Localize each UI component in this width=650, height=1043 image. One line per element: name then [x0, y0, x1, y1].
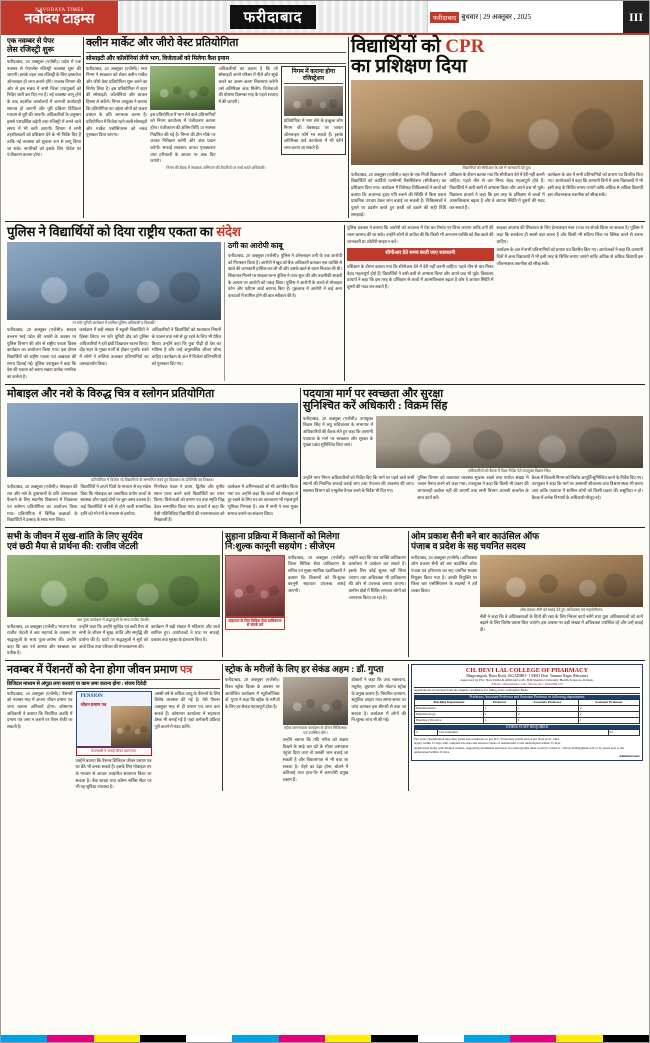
police-photo	[7, 242, 221, 320]
pension-poster-line2: जीवन प्रमाण पत्र	[80, 701, 107, 707]
jaitley-photo	[7, 555, 220, 617]
ad-th-2: Associate Professor	[516, 699, 578, 705]
story-saini	[409, 531, 645, 657]
ad-r1-c3: 2	[578, 705, 639, 711]
police-body-3: अधिकारियों ने विद्यार्थियों को यातायात नियमों के पालन तथा नशे से दूर रहने के लिए भी प्रेरित किया। उन्होंने कहा कि युवा पीढ़ी ही देश का भविष्य है और उन्हें अनुशासित जीवन जीना चाहिए। कार्यक्रम के अंत में विजेता प्रतिभागियों को पुरस्कार दिए गए।	[151, 327, 221, 366]
pension-headline-1: नवम्बर में पेंशनरों को देना होगा जीवन प्रमाण	[7, 663, 178, 676]
story-pension	[5, 664, 223, 791]
clean-market-box-head: निगम में कराना होगा रजिस्ट्रेशन	[284, 69, 343, 85]
jaitley-headline-2: एवं छठी मैया से प्रार्थना की: राजीव जेटली	[7, 541, 139, 552]
padyatra-photo	[376, 416, 643, 468]
padyatra-body-3: पुलिस विभाग को यातायात व्यवस्था सुचारू रखने तथा पर्याप्त संख्या में जवान तैनात करने को कहा गया। उपायुक्त ने कहा कि किसी भी प्रकार की लापरवाही बर्दाश्त नहीं की जाएगी तथा सभी विभाग आपसी तालमेल के साथ कार्य करें।	[417, 474, 529, 500]
padyatra-headline	[303, 388, 643, 413]
ad-o-num: 1.	[415, 729, 438, 735]
jaitley-body-2: उन्होंने कहा कि उन्होंने सूर्यदेव एवं छठी मैया से सभी के जीवन में सुख, शांति और समृद्धि की प्रार्थना की है। घाटों पर श्रद्धालुओं ने सूर्य को अर्घ्य दिया तथा परिवार की मंगलकामना की।	[79, 623, 148, 649]
ad-footer-1: Pay scale, Qualification and other terms and conditions as per PCI / University norms and as per State Govt. rules.	[414, 736, 560, 741]
stroke-body-2: उन्होंने बताया कि यदि मरीज को लक्षण दिखने के साढ़े चार घंटे के भीतर अस्पताल पहुंचा दिया जाए तो उसकी जान बचाई जा सकती है और विकलांगता से भी बचा जा सकता है। चेहरे का टेढ़ा होना, बोलने में कठिनाई तथा हाथ-पैर में कमजोरी प्रमुख लक्षण हैं।	[282, 737, 349, 783]
padyatra-headline-1: पदयात्रा मार्ग पर स्वच्छता और सुरक्षा	[303, 387, 444, 400]
ad-r2-c0: Pharmacology	[415, 711, 484, 717]
stroke-caption: स्ट्रोक जागरूकता कार्यक्रम के दौरान चिकित्सक एवं उपस्थित लोग।	[284, 726, 347, 736]
thagi-body: फरीदाबाद, 28 अक्तूबर (एजेंसी)। पुलिस ने ऑनलाइन ठगी के एक आरोपी को गिरफ्तार किया है। आरोपी ने खुद को बैंक अधिकारी बताकर एक व्यक्ति से खाते की जानकारी हासिल कर ली थी और उसके खाते से रकम निकाल ली थी। शिकायत मिलने पर साइबर थाना पुलिस ने जांच शुरू की और तकनीकी साक्ष्यों के आधार पर आरोपी को पकड़ लिया। पुलिस ने आरोपी के कब्जे से मोबाइल फोन और एटीएम कार्ड बरामद किए हैं। पूछताछ में आरोपी ने कई अन्य वारदातों में शामिल होने की बात स्वीकार की है।	[228, 252, 342, 298]
ad-r3-c1: 1	[483, 717, 516, 723]
slogan-photo	[7, 403, 298, 477]
sipr-callout-box: सीपीआर देते समय बरती जाए सावधानी	[347, 248, 494, 261]
cpr-right-body-4: कार्यक्रम के अंत में सभी प्रतिभागियों को प्रमाण पत्र वितरित किए गए। आयोजकों ने कहा कि आगामी दिनों में अन्य विद्यालयों में भी इसी तरह के शिविर लगाए जाएंगे ताकि अधिक से अधिक विद्यार्थी इस जीवनरक्षक तकनीक को सीख सकें।	[496, 247, 643, 266]
ad-o-count: 02	[608, 729, 640, 735]
ad-other-table	[414, 729, 640, 736]
pension-body-3: अस्सी वर्ष से अधिक आयु के पेंशनरों के लिए विशेष व्यवस्था की गई है। ऐसे पेंशनर अक्तूबर माह से ही प्रमाण पत्र जमा करा सकते हैं। कोषागार कार्यालय में सहायता डेस्क भी बनाई गई है जहां कर्मचारी प्रक्रिया पूरी कराने में मदद करेंगे।	[154, 690, 220, 729]
ad-r2-c1: 1	[483, 711, 516, 717]
ad-email: Email: cdlinstitutes.com • Phone No.: 8222966123	[491, 681, 563, 686]
jaitley-headline-1: सभी के जीवन में सुख-शांति के लिए सूर्यदेव	[7, 531, 143, 541]
clean-market-body-1: फरीदाबाद, 28 अक्तूबर (एजेंसी)। नगर निगम ने स्वच्छता को लेकर क्लीन मार्केट और जीरो वेस्ट प्रतियोगिता शुरू करने का निर्णय लिया है। इस प्रतियोगिता में शहर की सोसाइटी, कॉलोनियां और बाजार हिस्सा ले सकेंगे। निगम आयुक्त ने बताया कि प्रतियोगिता का उद्देश्य लोगों को कचरा प्रबंधन के प्रति जागरूक करना है। प्रतियोगिता में विजेता रहने वाली सोसाइटी और मार्केट एसोसिएशन को नकद पुरस्कार दिया जाएगा।	[86, 65, 148, 138]
thagi-headline: ठगी का आरोपी काबू	[228, 241, 283, 251]
police-caption: रन फॉर यूनिटी कार्यक्रम में शामिल पुलिस अधिकारी व विद्यार्थी।	[72, 321, 156, 326]
pension-headline	[7, 664, 220, 677]
edition-tag: फरीदाबाद	[430, 12, 459, 23]
ad-th-1: Professor	[483, 699, 516, 705]
clean-market-headline: क्लीन मार्केट और जीरो वेस्ट प्रतियोगिता	[86, 37, 239, 49]
ad-post-title: Professor, Associate Professor and Assistant Professor in following departments	[414, 695, 640, 699]
suhana-photo	[225, 555, 285, 617]
cpr-headline-cpr: CPR	[445, 36, 485, 57]
ad-th-0: Teaching Department	[415, 699, 484, 705]
police-body-2: कार्यक्रम में बड़ी संख्या में स्कूली विद्यार्थियों ने हिस्सा लिया। रन फॉर यूनिटी दौड़ को पुलिस अधिकारियों ने हरी झंडी दिखाकर रवाना किया। दौड़ शहर के मुख्य मार्गों से होकर गुजरी। रास्ते में लोगों ने तालियां बजाकर प्रतिभागियों का उत्साहवर्धन किया।	[79, 327, 149, 366]
newspaper-logo[interactable]	[1, 1, 119, 33]
ad-th-3: Assistant Professor	[578, 699, 639, 705]
advertisement	[409, 664, 645, 791]
ad-r1-c2: 1	[516, 705, 578, 711]
police-body-1: फरीदाबाद, 28 अक्तूबर (एजेंसी)। सरदार वल्लभ भाई पटेल की जयंती के अवसर पर पुलिस विभाग की ओर से राष्ट्रीय एकता दिवस कार्यक्रम का आयोजन किया गया। इस दौरान विद्यार्थियों को राष्ट्रीय एकता एवं अखंडता की शपथ दिलाई गई। पुलिस उपायुक्त ने कहा कि देश की एकता को बनाए रखना प्रत्येक नागरिक का कर्तव्य है।	[7, 327, 77, 379]
slogan-body-2: विद्यार्थियों ने अपने चित्रों के माध्यम से यह संदेश दिया कि मोबाइल का अत्यधिक प्रयोग बच्चों के स्वास्थ्य और पढ़ाई दोनों पर बुरा असर डालता है। कई विद्यार्थियों ने नशे से होने वाली सामाजिक हानि को भी रंगों के माध्यम से दर्शाया।	[80, 484, 151, 516]
pension-poster	[76, 691, 152, 747]
saini-photo	[480, 555, 643, 607]
column-left-top	[5, 37, 83, 218]
suhana-headline-1: सुहाना प्रक्रिया में किसानों को मिलेगा	[225, 531, 340, 541]
ad-r3-c3: 1	[578, 717, 639, 723]
clean-market-box-body: प्रतियोगिता में भाग लेने के इच्छुक लोग निगम की वेबसाइट पर जाकर ऑनलाइन फॉर्म भर सकते हैं। इसके अतिरिक्त वार्ड कार्यालय में भी फॉर्म जमा कराए जा सकते हैं।	[283, 118, 343, 151]
saini-body-1: फरीदाबाद, 28 अक्तूबर (एजेंसी)। अधिवक्ता ओम प्रकाश सैनी को बार काउंसिल ऑफ पंजाब एवं हरियाणा का सह चयनित सदस्य नियुक्त किया गया है। उनकी नियुक्ति पर जिला बार एसोसिएशन के सदस्यों ने हर्ष व्यक्त किया।	[411, 554, 477, 593]
clean-market-photo	[150, 66, 215, 110]
ad-vacancy-table	[414, 699, 640, 724]
date-text: बुधवार | 29 अक्तूबर , 2025	[461, 12, 532, 21]
padyatra-body-1: फरीदाबाद, 28 अक्तूबर (एजेंसी)। उपायुक्त विक्रम सिंह ने लघु सचिवालय के सभागार में अधिकारियों की बैठक लेते हुए कहा कि आगामी पदयात्रा के मार्ग पर स्वच्छता और सुरक्षा के पुख्ता प्रबंध सुनिश्चित किए जाएं।	[303, 415, 373, 448]
clean-market-body-2: इस प्रतियोगिता में भाग लेने वाले प्रतिभागियों को निगम कार्यालय में पंजीकरण कराना होगा। पंजीकरण की अंतिम तिथि 10 नवम्बर निर्धारित की गई है। निगम की टीम मौके पर जाकर निरीक्षण करेगी और अंक प्रदान करेगी। सफाई व्यवस्था, कचरा पृथक्करण तथा हरियाली के आधार पर अंक दिए जाएंगे।	[150, 111, 216, 164]
slogan-caption: प्रतियोगिता में विजेता रहे विद्यार्थियों को सम्मानित करते हुए विद्यालय के प्रतिनिधि एवं शिक्षक।	[91, 478, 214, 483]
suhana-headline	[225, 531, 406, 552]
ad-r3-c0: Pharmacy Practice	[415, 717, 484, 723]
clean-market-caption: निगम की बैठक में स्वच्छता अभियान की तैयारियों पर चर्चा करते अधिकारी।	[166, 165, 266, 170]
pension-body-1: फरीदाबाद, 28 अक्तूबर (एजेंसी)। पेंशनरों को नवम्बर माह में अपना जीवन प्रमाण पत्र जमा कराना अनिवार्य होगा। कोषागार अधिकारी ने बताया कि निर्धारित अवधि में प्रमाण पत्र जमा न कराने पर पेंशन रोकी जा सकती है।	[7, 690, 73, 729]
color-registration-bar	[1, 1035, 649, 1042]
saini-headline	[411, 531, 643, 552]
masthead-date-area	[427, 1, 623, 33]
clean-market-box	[281, 66, 346, 155]
saini-caption: ओम प्रकाश सैनी को बधाई देते हुए अधिवक्ता एवं सहयोगीगण।	[519, 607, 604, 612]
jaitley-headline	[7, 531, 220, 552]
cpr-headline-part2: का प्रशिक्षण दिया	[351, 55, 467, 77]
masthead	[1, 1, 649, 35]
clean-market-subhead: सोसाइटी और कॉलोनियां लेंगी भाग, विजेताओं को मिलेगा कैश इनाम	[86, 55, 230, 62]
ad-r1-c1: 1	[483, 705, 516, 711]
ad-r1-c0: Pharmaceutics	[415, 705, 484, 711]
ad-approval: Approved by PCI, New Delhi & Affiliated to Pt. B.D.Sharma University Health Sciences, Rohtak.	[460, 677, 594, 682]
pension-poster-caption: पेंशनधारी ने जमाई जीवन प्रमाणपत्र	[76, 747, 152, 756]
padyatra-caption: अधिकारियों को बैठक में दिशा-निर्देश देते उपायुक्त विक्रम सिंह।	[467, 468, 552, 473]
suhana-photo-badge: सहायता के लिए विधिक सेवा प्राधिकरण से संपर्क करें	[225, 617, 285, 630]
left-top-body: फरीदाबाद, 28 अक्तूबर (एजेंसी)। प्रदेश में एक नवम्बर से पेपरलेस रजिस्ट्री व्यवस्था शुरू की जाएगी। इसके तहत अब रजिस्ट्री के लिए दस्तावेज ऑनलाइन ही जमा कराने होंगे। राजस्व विभाग की ओर से इस संबंध में सभी जिला उपायुक्तों को निर्देश जारी कर दिए गए हैं। नई व्यवस्था लागू होने के बाद तहसील कार्यालयों में कागजी कार्यवाही समाप्त हो जाएगी और पूरी प्रक्रिया डिजिटल माध्यम से पूरी की जाएगी। अधिकारियों के अनुसार इससे पारदर्शिता बढ़ेगी तथा रजिस्ट्री में लगने वाले समय में भी कमी आएगी। विभाग ने सभी तहसीलदारों को प्रशिक्षण देने के भी निर्देश दिए हैं ताकि नई व्यवस्था को सुचारू रूप से लागू किया जा सके। नागरिकों को इसके लिए पोर्टल पर पंजीकरण कराना होगा।	[7, 58, 81, 158]
stroke-photo	[283, 677, 349, 725]
cpr-headline-part1: विद्यार्थियों को	[351, 36, 441, 57]
ad-r3-c2: 1	[516, 717, 578, 723]
ad-footer-3: Application along with detailed resume, supporting documents and latest two photographs must reach by e-mail at : cdlcop.2020@gmail.com or by speed post to the undersigned within 15 days.	[414, 745, 625, 754]
stroke-headline: स्ट्रोक के मरीजों के लिए हर सेकंड अहम : डॉ. गुप्ता	[225, 663, 384, 674]
ad-college-name: CH. DEVI LAL COLLEGE OF PHARMACY	[465, 666, 589, 674]
story-cpr	[349, 37, 645, 218]
masthead-strip	[119, 1, 427, 33]
ad-signature: Administrator	[619, 754, 640, 759]
jaitley-caption: छठ पूजा कार्यक्रम में श्रद्धालुओं के साथ राजीव जेटली।	[77, 617, 150, 622]
logo-english-name: NAVODAYA TIMES	[35, 7, 84, 13]
pension-subhead: डिजिटल माध्यम से अंगूठा लगा करवाएं या काम जमा कराना होगा : संजय दिवेदी	[7, 681, 147, 687]
table-row	[415, 717, 640, 723]
story-police-right	[345, 225, 645, 380]
cpr-body-3: कार्यक्रम के अंत में सभी प्रतिभागियों को प्रमाण पत्र वितरित किए गए। आयोजकों ने कहा कि आगामी दिनों में अन्य विद्यालयों में भी इसी तरह के शिविर लगाए जाएंगे ताकि अधिक से अधिक विद्यार्थी इस जीवनरक्षक तकनीक को सीख सकें।	[547, 171, 643, 197]
logo-hindi-name: नवोदय टाइम्स	[24, 11, 95, 27]
saini-headline-1: ओम प्रकाश सैनी बने बार काउंसिल ऑफ	[411, 531, 540, 541]
cpr-photo	[351, 80, 643, 165]
cpr-right-body-3: साइबर अपराध की शिकायत के लिए हेल्पलाइन नंबर 1930 पर संपर्क किया जा सकता है। पुलिस ने कहा कि सतर्कता ही सबसे बड़ा बचाव है और किसी भी संदिग्ध लिंक पर क्लिक करने से बचना चाहिए।	[496, 225, 643, 244]
story-stroke	[223, 664, 409, 791]
ad-note: Applications are invited from the eligible candidates for filling posts on Regular Basis.	[414, 687, 640, 694]
story-padyatra	[301, 388, 645, 525]
table-row	[415, 729, 640, 735]
cpr-right-body-extra: प्रशिक्षण के दौरान बताया गया कि सीपीआर देने में देरी नहीं करनी चाहिए। पहले तीन से चार मिनट बेहद महत्वपूर्ण होते हैं। विद्यार्थियों ने बारी-बारी से अभ्यास किया और अपने प्रश्न भी पूछे। विद्यालय प्राचार्य ने कहा कि इस तरह के प्रशिक्षण से बच्चों में आत्मविश्वास बढ़ता है और वे आपात स्थिति में दूसरों की मदद कर सकते हैं।	[347, 263, 494, 289]
jaitley-body-1: फरीदाबाद, 28 अक्तूबर (एजेंसी)। भाजपा नेता राजीव जेटली ने छठ महापर्व के अवसर पर श्रद्धालुओं के साथ पूजा-अर्चना की। उन्होंने कहा कि छठ पर्व आस्था और स्वच्छता का प्रतीक है।	[7, 623, 76, 656]
slogan-headline: मोबाइल और नशे के विरुद्ध चित्र व स्लोगन प्रतियोगिता	[7, 387, 215, 400]
ad-other-head: OTHER STAFF REQUIRED	[414, 725, 640, 729]
police-headline-part1: पुलिस ने विद्यार्थियों को दिया राष्ट्रीय एकता का	[7, 224, 214, 240]
city-name: फरीदाबाद	[230, 5, 317, 29]
saini-body-2: सैनी ने कहा कि वे अधिवक्ताओं के हितों की रक्षा के लिए निरंतर कार्य करेंगे तथा युवा अधिवक्ताओं को आगे बढ़ाने के लिए विशेष प्रयास किए जाएंगे। इस अवसर पर बड़ी संख्या में अधिवक्ता उपस्थित रहे और उन्हें बधाई दी।	[480, 613, 643, 632]
ad-r2-c3: 2	[578, 711, 639, 717]
ad-footer-2: Apply within 15 days with complete bio-data and attested copies of testimonials to the undersigned within 15 days.	[414, 741, 561, 746]
cpr-caption: विद्यार्थियों को सीपीआर के बारे में जानकारी देते हुए।	[462, 165, 532, 170]
cpr-body-1: फरीदाबाद, 28 अक्तूबर (एजेंसी)। शहर के एक निजी विद्यालय में विद्यार्थियों को कार्डियो पल्मोनरी रिससिटेशन (सीपीआर) का प्रशिक्षण दिया गया। कार्यक्रम में विशेषज्ञ चिकित्सकों ने छात्रों को बताया कि अचानक हृदय गति रुकने की स्थिति में किस प्रकार प्राथमिक उपचार देकर जान बचाई जा सकती है। चिकित्सकों ने पुतले पर प्रदर्शन करते हुए छाती को दबाने की सही विधि समझाई।	[351, 171, 447, 217]
left-top-headline: लेस रजिस्ट्री शुरू	[7, 45, 81, 57]
padyatra-body-2: उन्होंने नगर निगम अधिकारियों को निर्देश दिए कि मार्ग पर पड़ने वाले सभी स्थानों की नियमित सफाई कराई जाए तथा पेयजल की व्यवस्था की जाए। स्वास्थ्य विभाग को एम्बुलेंस तैनात करने के निर्देश भी दिए गए।	[303, 474, 415, 494]
story-police	[5, 225, 345, 380]
suhana-body-2: उन्होंने कहा कि पात्र व्यक्ति प्राधिकरण कार्यालय में आवेदन कर सकते हैं। इसके लिए कोई शुल्क नहीं लिया जाएगा तथा अधिवक्ता भी प्राधिकरण की ओर से उपलब्ध कराया जाएगा। ग्रामीण क्षेत्रों में शिविर लगाकर लोगों को जागरूक किया जा रहा है।	[348, 554, 406, 600]
story-clean-market	[83, 37, 349, 218]
ad-address: Bhagwangarh, Buria Road, JAGADHRI - 135003 Distt. Yamuna Nagar (Haryana)	[466, 673, 588, 678]
police-headline-red: संदेश	[216, 224, 241, 240]
slogan-body-1: फरीदाबाद, 28 अक्तूबर (एजेंसी)। मोबाइल की लत और नशे के दुष्प्रभावों के प्रति जागरूकता फैलाने के लिए स्थानीय विद्यालय में चित्रकला एवं स्लोगन प्रतियोगिता का आयोजन किया गया। प्रतियोगिता में विभिन्न कक्षाओं के विद्यार्थियों ने उत्साह के साथ भाग लिया।	[7, 484, 78, 523]
pension-poster-line1: PENSION	[80, 693, 103, 699]
stroke-body-1: फरीदाबाद, 28 अक्तूबर (एजेंसी)। विश्व स्ट्रोक दिवस के अवसर पर आयोजित कार्यक्रम में न्यूरोलॉजिस्ट डॉ. गुप्ता ने कहा कि स्ट्रोक के मरीजों के लिए हर सेकंड महत्वपूर्ण होता है।	[225, 677, 280, 709]
emblem-icon: III	[623, 1, 649, 33]
suhana-headline-2: नि:शुल्क कानूनी सहयोग : सीजेएम	[225, 541, 335, 552]
cpr-right-body-2: पुलिस प्रवक्ता ने बताया कि आरोपी को अदालत में पेश कर रिमांड पर लिया जाएगा ताकि ठगी की रकम बरामद की जा सके। उन्होंने लोगों से अपील की कि किसी भी अनजान व्यक्ति को बैंक खाते की जानकारी या ओटीपी साझा न करें।	[347, 225, 494, 244]
cpr-body-2: प्रशिक्षण के दौरान बताया गया कि सीपीआर देने में देरी नहीं करनी चाहिए। पहले तीन से चार मिनट बेहद महत्वपूर्ण होते हैं। विद्यार्थियों ने बारी-बारी से अभ्यास किया और अपने प्रश्न भी पूछे। विद्यालय प्राचार्य ने कहा कि इस तरह के प्रशिक्षण से बच्चों में आत्मविश्वास बढ़ता है और वे आपात स्थिति में दूसरों की मदद कर सकते हैं।	[449, 171, 545, 211]
ad-o-name: Lab Attendant	[437, 729, 608, 735]
clean-market-body-3: अधिकारियों का कहना है कि जो सोसाइटी अपने परिसर में गीले और सूखे कचरे का अलग-अलग निस्तारण करेगी उसे अतिरिक्त अंक मिलेंगे। विजेताओं की घोषणा दिसम्बर माह के पहले सप्ताह में की जाएगी।	[218, 65, 278, 104]
padyatra-headline-2: सुनिश्चित करें अधिकारी : विक्रम सिंह	[303, 400, 448, 413]
pension-headline-red: पत्र	[180, 663, 193, 676]
padyatra-body-4: बैठक में बिजली निगम को निर्बाध आपूर्ति सुनिश्चित करने के निर्देश दिए गए। उपायुक्त ने कहा कि मार्ग पर अस्थायी शौचालय तथा विश्राम स्थल भी बनाए जाएं ताकि पदयात्रा में शामिल लोगों को किसी प्रकार की असुविधा न हो। बैठक में अनेक विभागों के अधिकारी मौजूद रहे।	[531, 474, 643, 500]
stroke-body-3: डॉक्टरों ने कहा कि उच्च रक्तचाप, मधुमेह, धूम्रपान और मोटापा स्ट्रोक के प्रमुख कारण हैं। नियमित व्यायाम, संतुलित आहार तथा समय-समय पर जांच कराकर इस बीमारी से बचा जा सकता है। कार्यक्रम में लोगों की नि:शुल्क जांच भी की गई।	[351, 677, 406, 723]
left-top-kicker: एक नवम्बर से पेपर	[7, 37, 54, 45]
story-jaitley	[5, 531, 223, 657]
ad-r2-c2: 2	[516, 711, 578, 717]
slogan-body-4: कार्यक्रम में अभिभावकों को भी आमंत्रित किया गया था। उन्होंने कहा कि बच्चों को मोबाइल से दूर रखने के लिए घर का वातावरण भी महत्वपूर्ण भूमिका निभाता है। अंत में सभी ने नशा मुक्त समाज बनाने का संकल्प लिया।	[227, 484, 298, 516]
slogan-body-3: निर्णायक मंडल ने प्रथम, द्वितीय और तृतीय स्थान प्राप्त करने वाले विद्यार्थियों का चयन किया। विजेताओं को प्रमाण पत्र तथा स्मृति चिह्न देकर सम्मानित किया गया। प्राचार्य ने कहा कि ऐसी गतिविधियां विद्यार्थियों की रचनात्मकता को निखारती हैं।	[154, 484, 225, 523]
police-headline	[7, 225, 342, 240]
saini-headline-2: पंजाब व प्रदेश के सह चयनित सदस्य	[411, 541, 526, 552]
clean-market-box-photo	[284, 86, 343, 116]
cpr-headline	[351, 37, 643, 77]
suhana-body-1: फरीदाबाद, 28 अक्तूबर (एजेंसी)। जिला विधिक सेवा प्राधिकरण के सचिव एवं मुख्य न्यायिक दंडाधिकारी ने बताया कि किसानों को नि:शुल्क कानूनी सहायता उपलब्ध कराई जाएगी।	[288, 554, 346, 593]
ad-box[interactable]	[411, 664, 643, 761]
pension-body-2: उन्होंने बताया कि पेंशनर डिजिटल जीवन प्रमाण पत्र घर बैठे भी बनवा सकते हैं। इसके लिए मोबाइल एप के माध्यम से आधार आधारित सत्यापन किया जा सकता है। बैंक शाखा तथा कॉमन सर्विस सेंटर पर भी यह सुविधा उपलब्ध है।	[75, 757, 152, 790]
story-slogan	[5, 388, 301, 525]
story-suhana	[223, 531, 409, 657]
jaitley-body-3: कार्यक्रम में बड़ी संख्या में महिलाएं और बच्चे शामिल हुए। आयोजकों ने घाट पर सफाई, प्रकाश तथा सुरक्षा के इंतजाम किए थे।	[151, 623, 220, 642]
